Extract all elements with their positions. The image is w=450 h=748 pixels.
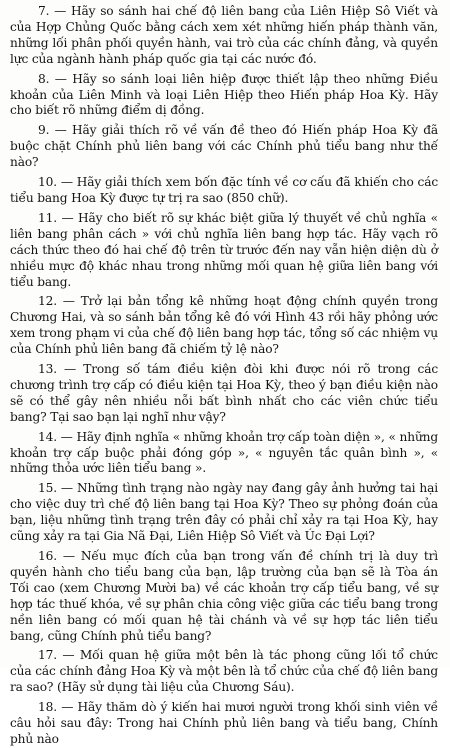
question-text: — Những tình trạng nào ngày nay đang gây ảnh hưởng tai hại cho việc duy trì chế độ liên bang tại Hoa Kỳ? Theo sự phỏng đoán của bạn, liệu những tình trạng trên đây có phải chỉ xảy ra tại Hoa Kỳ, hay cũng xảy ra tại Gia Nã Đại, Liên Hiệp Sô Viết và Úc Đại Lợi? bbox=[10, 481, 438, 544]
question-13 bbox=[10, 362, 438, 426]
question-number: 15. bbox=[38, 481, 57, 496]
question-9 bbox=[10, 123, 438, 171]
question-text: — Nếu mục đích của bạn trong vấn đề chính trị là duy trì quyền hành cho tiểu bang của bạn, lập trường của bạn sẽ là Tòa án Tối cao (xem Chương Mười ba) về các khoản trợ cấp tiểu bang, về sự hợp tác thuế khóa, về sự phân chia công việc giữa các tiểu bang trong nền liên bang có mối quan hệ tài chánh và về sự hợp tác liên tiểu bang, cũng Chính phủ tiểu bang? bbox=[10, 549, 438, 643]
question-number: 11. bbox=[38, 210, 57, 225]
question-8 bbox=[10, 72, 438, 120]
question-number: 7. bbox=[38, 4, 50, 18]
question-17 bbox=[10, 648, 438, 696]
question-text: — Hãy định nghĩa « những khoản trợ cấp toàn diện », « những khoản trợ cấp buộc phải đóng góp », « nguyên tắc quân bình », « những thỏa ước liên tiểu bang ». bbox=[10, 429, 438, 476]
question-14 bbox=[10, 430, 438, 478]
question-15 bbox=[10, 481, 438, 545]
question-11 bbox=[10, 211, 438, 291]
question-text: — Hãy so sánh loại liên hiệp được thiết lập theo những Điều khoản của Liên Minh và loại Liên Hiệp theo Hiến pháp Hoa Kỳ. Hãy cho biết rõ những điểm dị đồng. bbox=[10, 71, 438, 118]
question-number: 9. bbox=[38, 123, 50, 138]
question-text: — Trong số tám điều kiện đòi khi được nói rõ trong các chương trình trợ cấp có điều kiện tại Hoa Kỳ, theo ý bạn điều kiện nào sẽ có thể gây nên nhiều nỗi bất bình nhất cho các viên chức tiểu bang? Tại sao bạn lại nghĩ như vậy? bbox=[10, 362, 438, 424]
question-text: — Trở lại bản tổng kê những hoạt động chính quyền trong Chương Hai, và so sánh bản tổng kê đó với Hình 43 rồi hãy phỏng ước xem trong phạm vi của chế độ liên bang hợp tác, tổng số các nhiệm vụ của Chính phủ liên bang đã chiếm tỷ lệ nào? bbox=[10, 294, 438, 357]
question-number: 16. bbox=[38, 549, 57, 563]
question-16 bbox=[10, 549, 438, 644]
question-number: 17. bbox=[38, 648, 57, 663]
question-number: 14. bbox=[38, 429, 57, 444]
question-7 bbox=[10, 4, 438, 68]
question-18 bbox=[10, 700, 438, 748]
question-text: — Hãy cho biết rõ sự khác biệt giữa lý thuyết về chủ nghĩa « liên bang phân cách » với chủ nghĩa liên bang hợp tác. Hãy vạch rõ cách thức theo đó hai chế độ trên từ trước đến nay vẫn hiện diện dù ở nhiều mực độ khác nhau trong những mối quan hệ giữa liên bang với tiểu bang. bbox=[10, 210, 438, 289]
question-number: 18. bbox=[38, 700, 57, 715]
question-text: — Hãy giải thích xem bốn đặc tính về cơ cấu đã khiến cho các tiểu bang Hoa Kỳ được tự trị ra sao (850 chữ). bbox=[10, 175, 438, 205]
question-number: 12. bbox=[38, 294, 57, 309]
question-text: — Hãy so sánh hai chế độ liên bang của Liên Hiệp Sô Viết và của Hợp Chủng Quốc bằng cách xem xét những hiến pháp thành văn, những lối phân phối quyền hành, vai trò của các chính đảng, và quyền lực của ngành hành pháp quốc gia tại các nước đó. bbox=[10, 4, 438, 66]
question-text: — Hãy thăm dò ý kiến hai mươi người trong khối sinh viên về câu hỏi sau đây: Trong hai Chính phủ liên bang và tiểu bang, Chính phủ nào bbox=[10, 700, 438, 746]
question-10 bbox=[10, 175, 438, 207]
question-12 bbox=[10, 294, 438, 358]
question-number: 10. bbox=[38, 175, 57, 190]
question-number: 13. bbox=[38, 362, 57, 377]
question-text: — Hãy giải thích rõ về vấn đề theo đó Hiến pháp Hoa Kỳ đã buộc chặt Chính phủ liên bang với các Chính phủ tiểu bang như thế nào? bbox=[10, 123, 438, 170]
question-text: — Mối quan hệ giữa một bên là tác phong cũng lối tổ chức của các chính đảng Hoa Kỳ và một bên là tổ chức của chế độ liên bang ra sao? (Hãy sử dụng tài liệu của Chương Sáu). bbox=[10, 648, 438, 695]
question-number: 8. bbox=[38, 71, 50, 86]
